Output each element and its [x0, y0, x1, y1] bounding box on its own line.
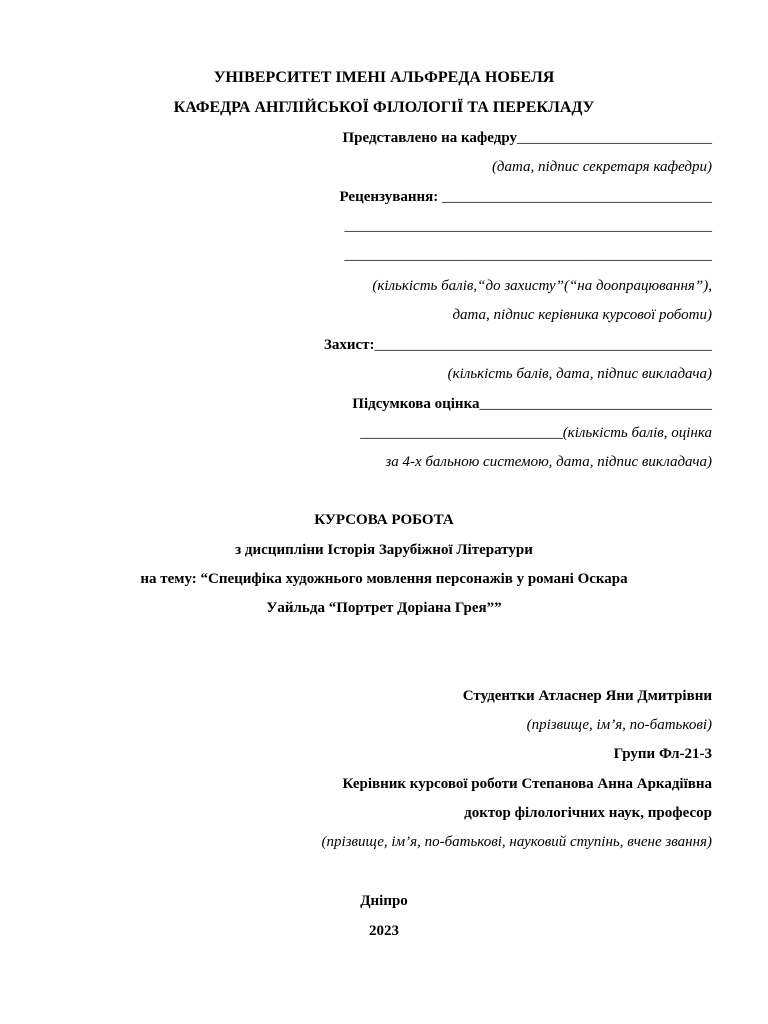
defense-label: Захист:: [323, 337, 375, 353]
discipline-title: з дисципліни Історія Зарубіжної Літератури: [235, 542, 533, 558]
submitted-hint: (дата, підпис секретаря кафедри): [491, 159, 712, 175]
city: Дніпро: [360, 893, 408, 909]
review-hint-1: (кількість балів,“до захисту”(“на доопрацювання”),: [372, 278, 712, 294]
final-grade-label: Підсумкова оцінка: [352, 396, 480, 412]
final-grade-line: _______________________________: [479, 396, 712, 412]
work-type-title: КУРСОВА РОБОТА: [314, 512, 454, 528]
review-label: Рецензування:: [339, 189, 442, 205]
submitted-row: [342, 128, 712, 148]
review-line: ____________________________________: [442, 189, 712, 205]
review-hint-2: дата, підпис керівника курсової роботи): [452, 307, 712, 323]
submitted-label: Представлено на кафедру: [342, 130, 517, 146]
defense-row: [324, 335, 712, 355]
submitted-line: __________________________: [517, 130, 712, 146]
department-name: КАФЕДРА АНГЛІЙСЬКОЇ ФІЛОЛОГІЇ ТА ПЕРЕКЛАДУ: [173, 99, 595, 116]
year: 2023: [369, 923, 399, 939]
final-grade-hint-1: (кількість балів, оцінка: [562, 425, 712, 441]
supervisor-hint: (прізвище, ім’я, по-батькові, науковий ступінь, вчене звання): [321, 834, 712, 850]
university-name: УНІВЕРСИТЕТ ІМЕНІ АЛЬФРЕДА НОБЕЛЯ: [213, 69, 555, 86]
final-grade-row: [352, 394, 712, 414]
final-grade-hint-2: за 4-х бальною системою, дата, підпис викладача): [385, 454, 712, 470]
review-line-2: _________________________________________________: [344, 218, 712, 234]
supervisor-degree: доктор філологічних наук, професор: [464, 805, 712, 821]
final-grade-line-2: ___________________________: [360, 425, 563, 441]
final-grade-row-2: [360, 423, 712, 443]
topic-line-1: на тему: “Специфіка художнього мовлення персонажів у романі Оскара: [140, 571, 628, 587]
defense-line: _____________________________________________: [374, 337, 712, 353]
supervisor-name: Керівник курсової роботи Степанова Анна Аркадіївна: [342, 776, 712, 792]
defense-hint: (кількість балів, дата, підпис викладача): [447, 366, 712, 382]
review-line-3: _________________________________________________: [344, 247, 712, 263]
student-group: Групи Фл-21-3: [613, 746, 712, 762]
student-hint: (прізвище, ім’я, по-батькові): [526, 717, 712, 733]
topic-line-2: Уайльда “Портрет Доріана Грея””: [266, 600, 502, 616]
review-row: [339, 187, 712, 207]
student-name: Студентки Атласнер Яни Дмитрівни: [462, 688, 712, 704]
